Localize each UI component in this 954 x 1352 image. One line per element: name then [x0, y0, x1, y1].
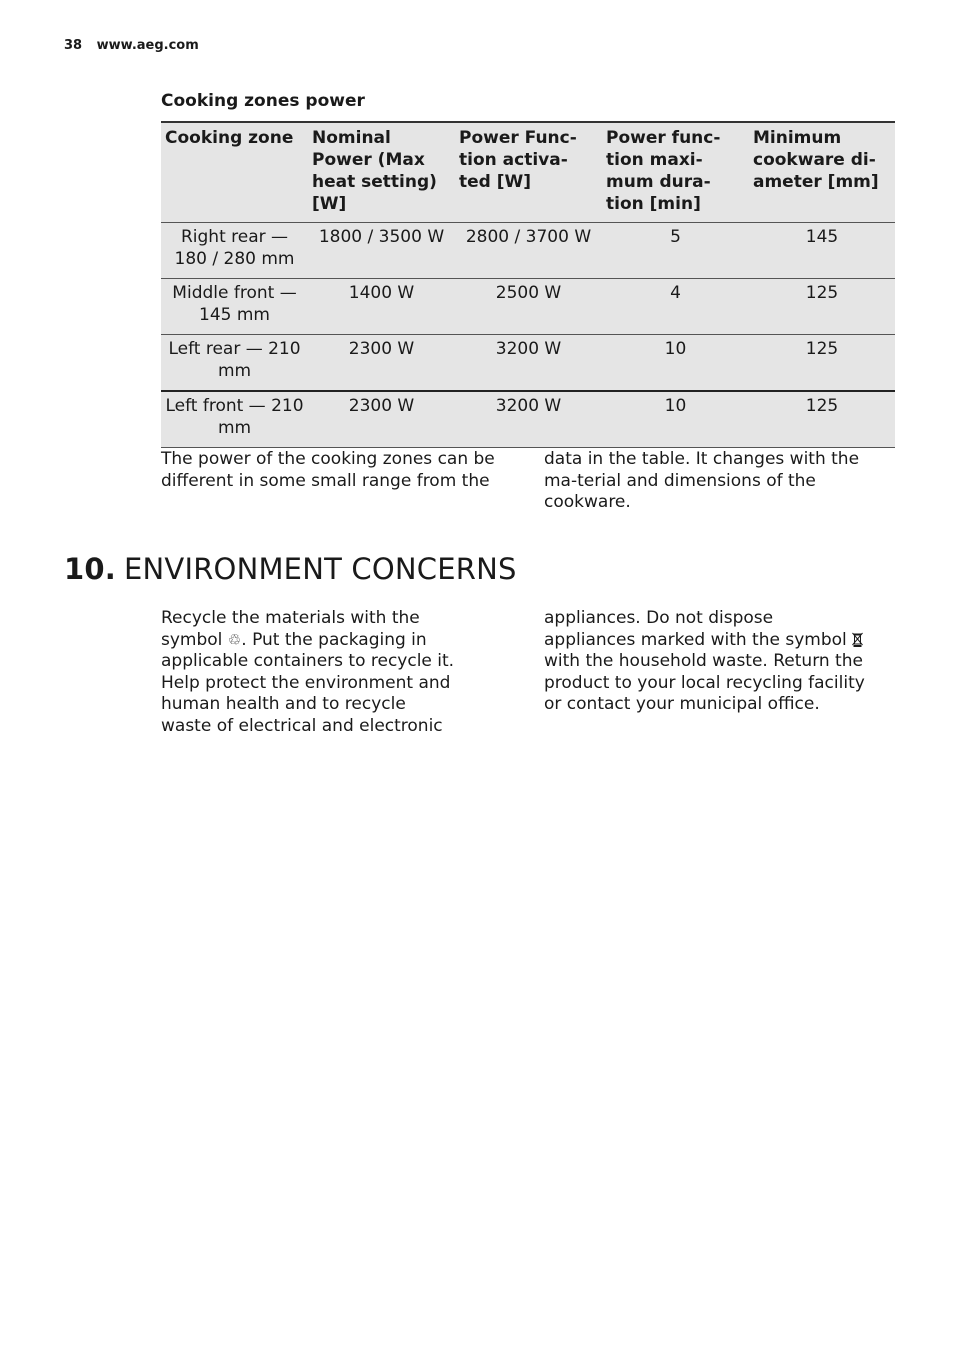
cooking-zones-table: [161, 121, 895, 448]
environment-body: [161, 608, 895, 748]
environment-right: [544, 608, 869, 716]
table-cell: 3200 W: [455, 391, 602, 448]
table-row: [161, 391, 895, 448]
table-cell: Right rear — 180 / 280 mm: [161, 222, 308, 278]
table-cell: 1400 W: [308, 278, 455, 334]
page-header: [64, 38, 199, 53]
table-row: [161, 334, 895, 391]
page-number: 38: [64, 38, 83, 53]
col-cooking-zone: Cooking zone: [161, 122, 308, 222]
environment-heading: [64, 552, 517, 586]
table-cell: 2800 / 3700 W: [455, 222, 602, 278]
table-cell: 1800 / 3500 W: [308, 222, 455, 278]
table-cell: 10: [602, 391, 749, 448]
table-cell: 145: [749, 222, 895, 278]
table-cell: 2300 W: [308, 334, 455, 391]
environment-left: [161, 608, 461, 737]
table-cell: Left rear — 210 mm: [161, 334, 308, 391]
col-min-diameter: Minimum cookware di-ameter [mm]: [749, 122, 895, 222]
table-cell: 5: [602, 222, 749, 278]
environment-left-text-2: . Put the packaging in applicable containers to recycle it. Help protect the environment and human health and to recycle waste of electrical and electronic: [161, 629, 455, 736]
table-cell: 2300 W: [308, 391, 455, 448]
section-number: 10.: [64, 552, 116, 586]
table-note-right: data in the table. It changes with the ma-terial and dimensions of the cookware.: [544, 449, 860, 512]
environment-right-text-2: with the household waste. Return the product to your local recycling facility or contact your municipal office.: [544, 651, 865, 714]
recycle-icon: ♲: [227, 630, 242, 649]
col-power-function: Power Func-tion activa-ted [W]: [455, 122, 602, 222]
table-row: [161, 222, 895, 278]
environment-right-text-1: appliances. Do not dispose appliances marked with the symbol: [544, 608, 847, 650]
table-cell: Left front — 210 mm: [161, 391, 308, 448]
table-cell: 4: [602, 278, 749, 334]
table-cell: 10: [602, 334, 749, 391]
table-row: [161, 278, 895, 334]
table-cell: Middle front — 145 mm: [161, 278, 308, 334]
table-cell: 2500 W: [455, 278, 602, 334]
col-power-duration: Power func-tion maxi-mum dura-tion [min]: [602, 122, 749, 222]
table-cell: 125: [749, 334, 895, 391]
table-cell: 125: [749, 391, 895, 448]
cooking-zones-title: Cooking zones power: [161, 91, 365, 111]
section-title: ENVIRONMENT CONCERNS: [123, 552, 517, 586]
environment-left-text-1: Recycle the materials with the symbol: [161, 608, 420, 650]
table-note-left: The power of the cooking zones can be different in some small range from the: [161, 449, 495, 491]
crossed-bin-icon: [852, 632, 863, 647]
col-nominal-power: Nominal Power (Max heat setting) [W]: [308, 122, 455, 222]
table-cell: 125: [749, 278, 895, 334]
table-note: [161, 449, 895, 512]
header-url: www.aeg.com: [96, 38, 199, 53]
table-cell: 3200 W: [455, 334, 602, 391]
